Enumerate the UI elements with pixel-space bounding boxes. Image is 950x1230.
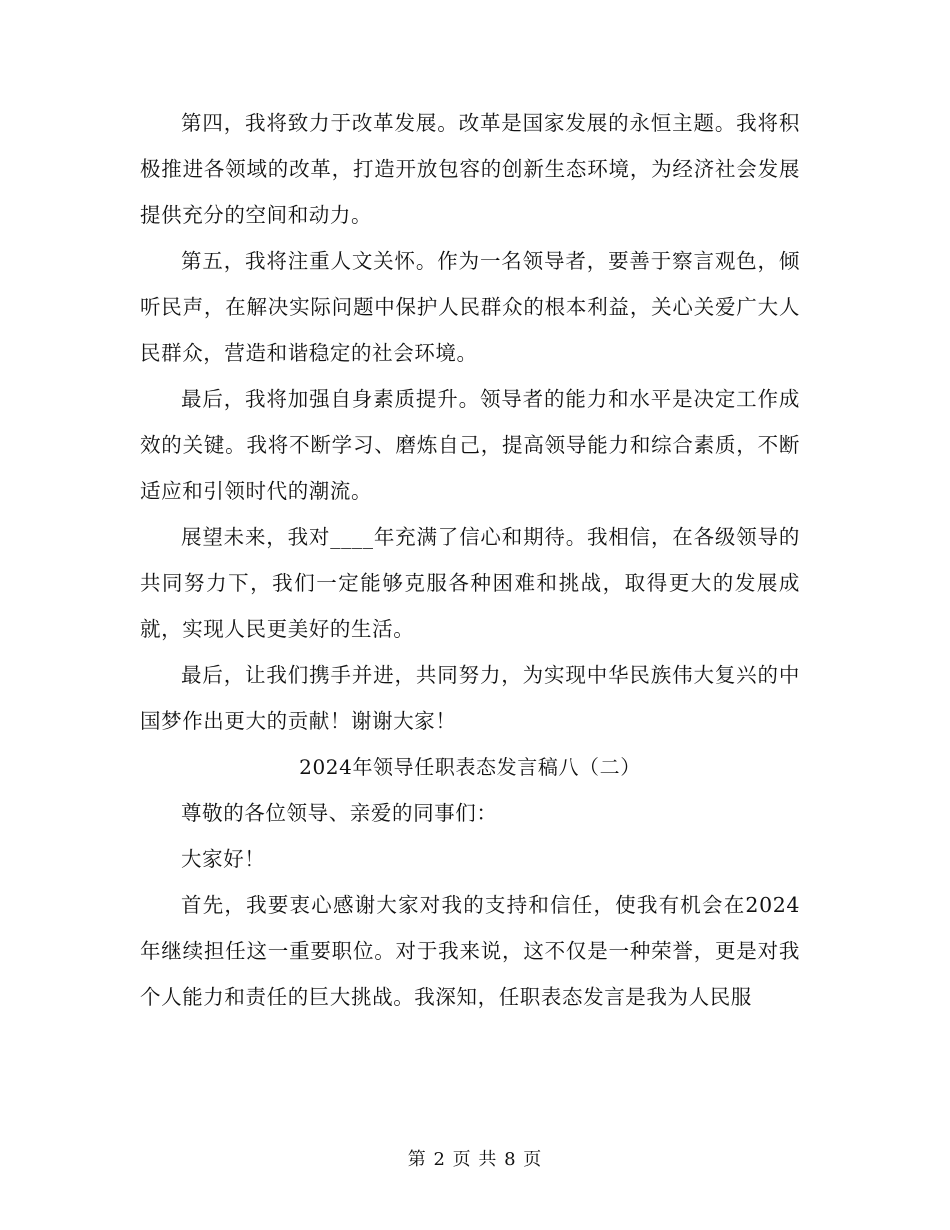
paragraph-humanistic-care: 第五，我将注重人文关怀。作为一名领导者，要善于察言观色，倾听民声，在解决实际问题中保护人民群众的根本利益，关心关爱广大人民群众，营造和谐稳定的社会环境。	[140, 249, 800, 365]
paragraph-thanks: 首先，我要衷心感谢大家对我的支持和信任，使我有机会在2024年继续担任这一重要职位。对于我来说，这不仅是一种荣誉，更是对我个人能力和责任的巨大挑战。我深知，任职表态发言是我为人民服	[140, 893, 800, 1009]
document-body	[140, 100, 800, 1020]
paragraph-salutation: 尊敬的各位领导、亲爱的同事们：	[181, 801, 498, 825]
paragraph-reform: 第四，我将致力于改革发展。改革是国家发展的永恒主题。我将积极推进各领域的改革，打造开放包容的创新生态环境，为经济社会发展提供充分的空间和动力。	[140, 111, 800, 227]
paragraph-outlook: 展望未来，我对____年充满了信心和期待。我相信，在各级领导的共同努力下，我们一定能够克服各种困难和挑战，取得更大的发展成就，实现人民更美好的生活。	[140, 525, 800, 641]
paragraph-self-improvement: 最后，我将加强自身素质提升。领导者的能力和水平是决定工作成效的关键。我将不断学习、磨炼自己，提高领导能力和综合素质，不断适应和引领时代的潮流。	[140, 387, 800, 503]
paragraph-closing: 最后，让我们携手并进，共同努力，为实现中华民族伟大复兴的中国梦作出更大的贡献！谢谢大家！	[140, 663, 800, 733]
paragraph-greeting: 大家好！	[181, 847, 266, 871]
section-heading: 2024年领导任职表态发言稿八（二）	[299, 755, 641, 779]
page-footer: 第 2 页 共 8 页	[407, 1149, 543, 1170]
